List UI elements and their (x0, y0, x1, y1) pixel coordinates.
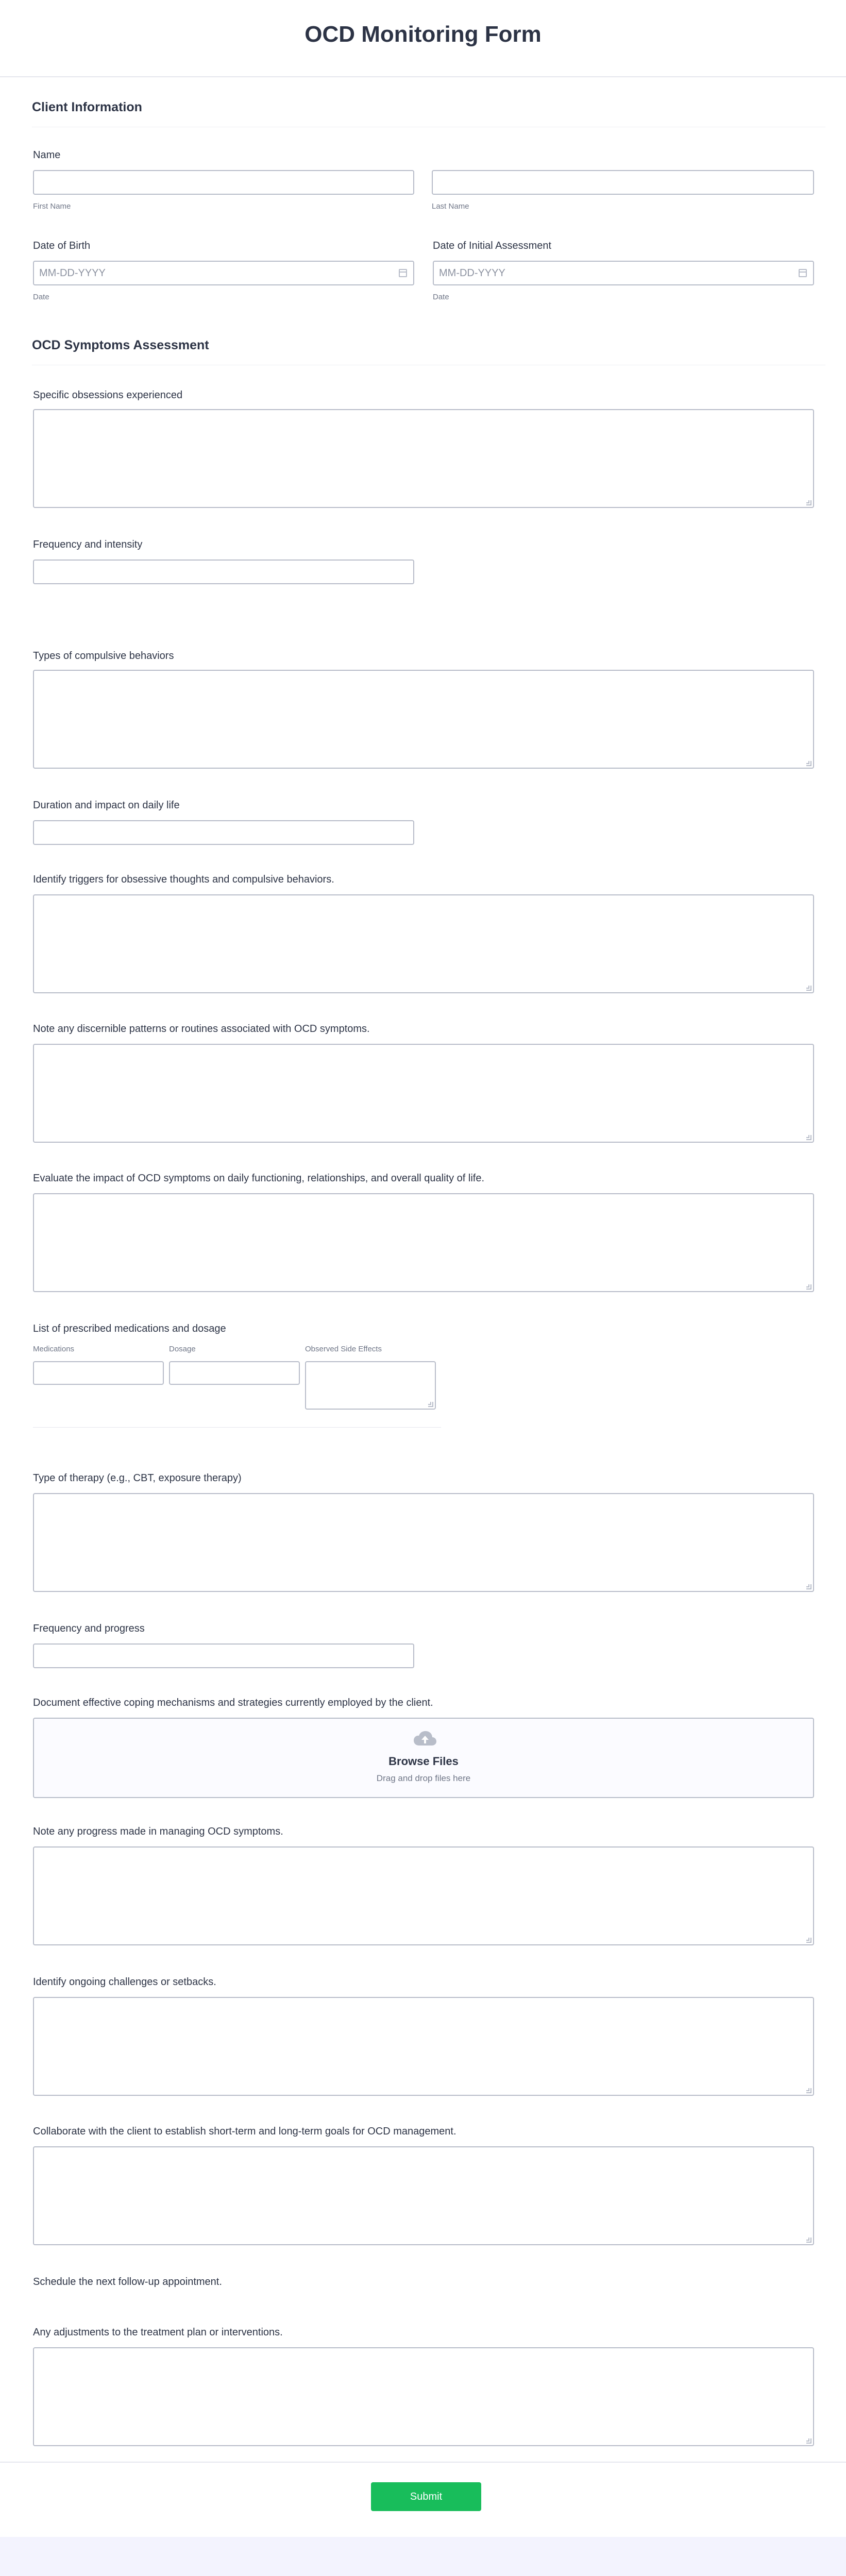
compulsions-label: Types of compulsive behaviors (33, 650, 174, 662)
challenges-label: Identify ongoing challenges or setbacks. (33, 1976, 216, 1988)
matrix-divider (33, 1427, 441, 1428)
resize-handle-icon[interactable] (806, 986, 811, 991)
browse-files-button[interactable]: Browse Files (388, 1755, 459, 1768)
goals-textarea[interactable] (33, 2146, 814, 2245)
last-name-input[interactable] (432, 170, 814, 195)
last-name-sublabel: Last Name (432, 202, 469, 211)
assessment-date-placeholder: MM-DD-YYYY (439, 267, 505, 279)
dob-sublabel: Date (33, 293, 49, 301)
triggers-textarea[interactable] (33, 894, 814, 993)
obsessions-label: Specific obsessions experienced (33, 389, 183, 401)
coping-label: Document effective coping mechanisms and strategies currently employed by the client. (33, 1697, 433, 1708)
therapy-label: Type of therapy (e.g., CBT, exposure therapy) (33, 1472, 242, 1484)
resize-handle-icon[interactable] (806, 2238, 811, 2243)
calendar-icon[interactable] (399, 269, 407, 277)
medications-input[interactable] (33, 1361, 164, 1385)
header-divider (0, 76, 846, 77)
side-effects-textarea[interactable] (305, 1361, 436, 1410)
progress-textarea[interactable] (33, 1846, 814, 1945)
patterns-label: Note any discernible patterns or routines associated with OCD symptoms. (33, 1023, 370, 1035)
resize-handle-icon[interactable] (806, 761, 811, 766)
section-title-client-info: Client Information (32, 100, 142, 114)
resize-handle-icon[interactable] (806, 1284, 811, 1290)
progress-label: Note any progress made in managing OCD symptoms. (33, 1826, 283, 1837)
adjustments-textarea[interactable] (33, 2347, 814, 2446)
impact-textarea[interactable] (33, 1193, 814, 1292)
challenges-textarea[interactable] (33, 1997, 814, 2096)
dosage-input[interactable] (169, 1361, 300, 1385)
cloud-upload-icon (413, 1730, 437, 1747)
assessment-date-label: Date of Initial Assessment (433, 240, 552, 251)
footer-divider (0, 2462, 846, 2463)
resize-handle-icon[interactable] (806, 2438, 811, 2444)
duration-label: Duration and impact on daily life (33, 800, 180, 811)
resize-handle-icon[interactable] (806, 1938, 811, 1943)
duration-input[interactable] (33, 820, 414, 845)
med-column-header: Medications (33, 1345, 75, 1353)
assessment-date-sublabel: Date (433, 293, 449, 301)
resize-handle-icon[interactable] (806, 500, 811, 505)
therapy-frequency-label: Frequency and progress (33, 1623, 145, 1634)
obsessions-textarea[interactable] (33, 409, 814, 508)
resize-handle-icon[interactable] (806, 1584, 811, 1589)
therapy-textarea[interactable] (33, 1493, 814, 1592)
section-title-assessment: OCD Symptoms Assessment (32, 338, 209, 352)
page-background (0, 2537, 846, 2576)
dob-input[interactable] (33, 261, 414, 285)
resize-handle-icon[interactable] (428, 1402, 433, 1407)
med-column-header: Dosage (169, 1345, 196, 1353)
form-title: OCD Monitoring Form (304, 22, 542, 47)
frequency-label: Frequency and intensity (33, 539, 143, 550)
name-label: Name (33, 149, 61, 161)
assessment-date-input[interactable] (433, 261, 814, 285)
medications-label: List of prescribed medications and dosage (33, 1323, 226, 1334)
resize-handle-icon[interactable] (806, 1135, 811, 1140)
triggers-label: Identify triggers for obsessive thoughts and compulsive behaviors. (33, 874, 334, 885)
drag-drop-hint: Drag and drop files here (376, 1773, 471, 1783)
impact-label: Evaluate the impact of OCD symptoms on daily functioning, relationships, and overall quality of life. (33, 1173, 484, 1184)
calendar-icon[interactable] (799, 269, 807, 277)
goals-label: Collaborate with the client to establish short-term and long-term goals for OCD management. (33, 2126, 456, 2137)
patterns-textarea[interactable] (33, 1044, 814, 1143)
followup-label: Schedule the next follow-up appointment. (33, 2276, 222, 2287)
first-name-input[interactable] (33, 170, 414, 195)
resize-handle-icon[interactable] (806, 2088, 811, 2093)
adjustments-label: Any adjustments to the treatment plan or interventions. (33, 2327, 283, 2338)
dob-label: Date of Birth (33, 240, 91, 251)
submit-button[interactable]: Submit (371, 2482, 481, 2511)
dob-placeholder: MM-DD-YYYY (39, 267, 106, 279)
file-upload-area[interactable] (33, 1718, 814, 1798)
therapy-frequency-input[interactable] (33, 1643, 414, 1668)
compulsions-textarea[interactable] (33, 670, 814, 769)
first-name-sublabel: First Name (33, 202, 71, 211)
med-column-header: Observed Side Effects (305, 1345, 382, 1353)
frequency-input[interactable] (33, 560, 414, 584)
